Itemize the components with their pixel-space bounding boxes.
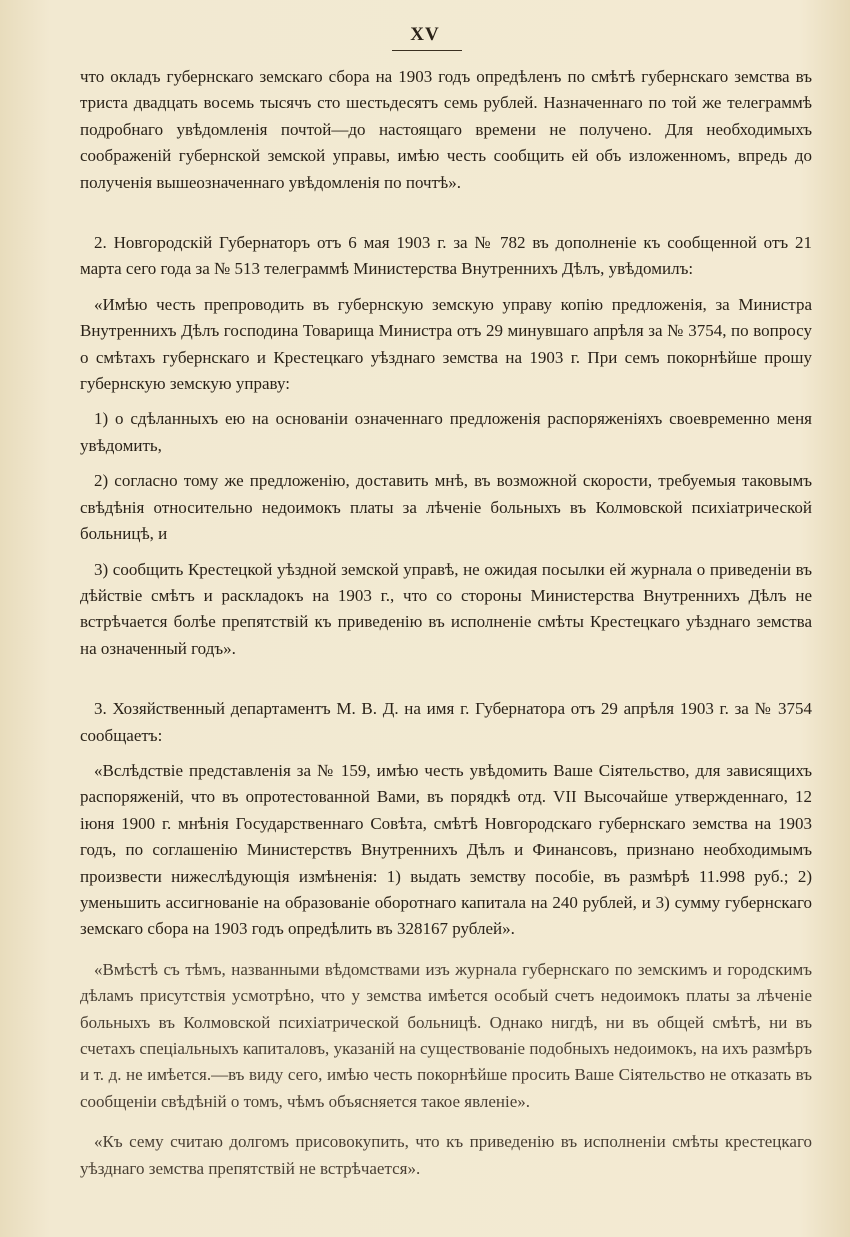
paragraph-quote-closing: «Къ сему считаю долгомъ присовокупить, что къ приведенію въ исполненіи смѣты крестецкаго уѣзднаго земства препятствій не встрѣчается». [80, 1132, 812, 1178]
header-rule [392, 50, 462, 51]
page-number: XV [410, 24, 440, 45]
paragraph-quote-department: «Вслѣдствіе представленія за № 159, имѣю честь увѣдомить Ваше Сіятельство, для зависящихъ распоряженій, что въ опротестованной Вами, въ порядкѣ отд. VII Высочайше утвержденнаго, 12 іюня 1900 г. мнѣнія Государственнаго Совѣта, смѣтѣ Новгородскаго губернскаго земства на 1903 годъ, по соглашенію Министерствъ Внутреннихъ Дѣлъ и Финансовъ, признано необходимымъ произвести нижеслѣдующія измѣненія: 1) выдать земству пособіе, въ размѣрѣ 11.998 руб.; 2) уменьшить ассигнованіе на образованіе оборотнаго капитала на 240 рублей, и 3) сумму губернскаго земскаго сбора на 1903 годъ опредѣлить въ 328167 рублей». [80, 760, 812, 939]
paragraph-item-3: 3. Хозяйственный департаментъ М. В. Д. на имя г. Губернатора отъ 29 апрѣля 1903 г. за № 3754 сообщаетъ: [80, 699, 812, 745]
paragraph-subitem-3: 3) сообщить Крестецкой уѣздной земской управѣ, не ожидая посылки ей журнала о приведеніи въ дѣйствіе смѣтъ и раскладокъ на 1903 г., что со стороны Министерства Внутреннихъ Дѣлъ не встрѣчается болѣе препятствій къ приведенію въ исполненіе смѣты Крестецкаго уѣзднаго земства на означенный годъ». [80, 559, 812, 658]
paragraph-subitem-2: 2) согласно тому же предложенію, доставить мнѣ, въ возможной скорости, требуемыя таковымъ свѣдѣнія относительно недоимокъ платы за лѣченіе больныхъ въ Колмовской психіатрической больницѣ, и [80, 471, 812, 544]
paragraph-subitem-1: 1) о сдѣланныхъ ею на основаніи означеннаго предложенія распоряженіяхъ своевременно меня увѣдомить, [80, 409, 812, 455]
document-body [80, 64, 812, 1182]
paragraph-item-2: 2. Новгородскій Губернаторъ отъ 6 мая 1903 г. за № 782 въ дополненіе къ сообщенной отъ 21 марта сего года за № 513 телеграммѣ Министерства Внутреннихъ Дѣлъ, увѣдомилъ: [80, 233, 812, 279]
paragraph-continuation: что окладъ губернскаго земскаго сбора на 1903 годъ опредѣленъ по смѣтѣ губернскаго земства въ триста двадцать восемь тысячъ сто шестьдесятъ семь рублей. Назначеннаго по той же телеграммѣ подробнаго увѣдомленія почтой—до настоящаго времени не получено. Для необходимыхъ соображеній губернской земской управы, имѣю честь сообщить ей объ изложенномъ, впредь до полученія вышеозначеннаго увѣдомленія по почтѣ». [80, 67, 812, 192]
paragraph-quote-arrears: «Вмѣстѣ съ тѣмъ, названными вѣдомствами изъ журнала губернскаго по земскимъ и городскимъ дѣламъ присутствія усмотрѣно, что у земства имѣется особый счетъ недоимокъ платы за лѣченіе больныхъ въ Колмовской психіатрической больницѣ. Однако нигдѣ, ни въ общей смѣтѣ, ни въ счетахъ спеціальныхъ капиталовъ, указаній на существованіе подобныхъ недоимокъ, на ихъ размѣръ и т. д. не имѣется.—въ виду сего, имѣю честь покорнѣйше просить Ваше Сіятельство не отказать въ сообщеніи свѣдѣній о томъ, чѣмъ объясняется такое явленіе». [80, 959, 812, 1111]
faded-section [80, 957, 812, 1182]
paragraph-quote-governor: «Имѣю честь препроводить въ губернскую земскую управу копію предложенія, за Министра Внутреннихъ Дѣлъ господина Товарища Министра отъ 29 минувшаго апрѣля за № 3754, по вопросу о смѣтахъ губернскаго и Крестецкаго уѣзднаго земства на 1903 г. При семъ покорнѣйше прошу губернскую земскую управу: [80, 294, 812, 394]
